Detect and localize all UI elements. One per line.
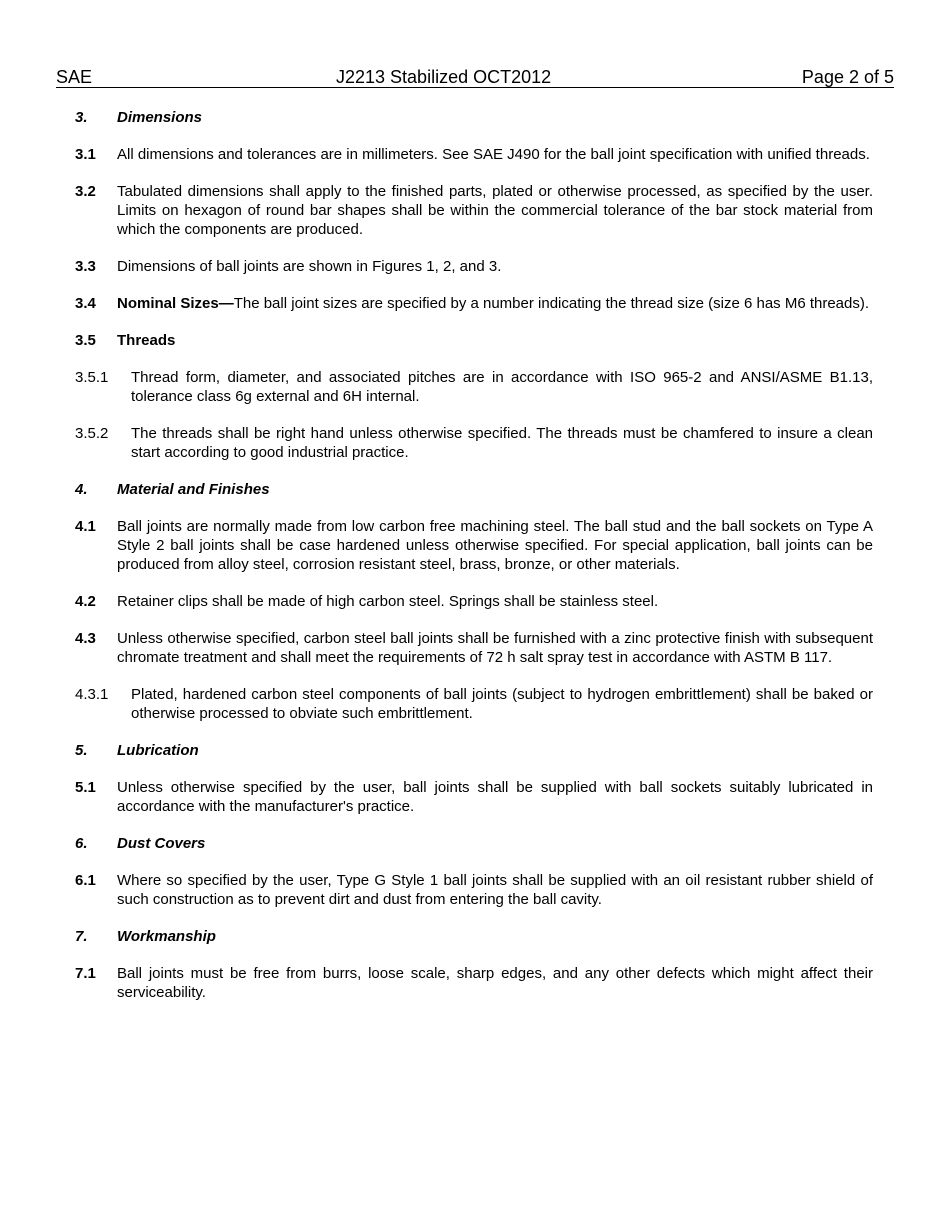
section-title: Dimensions (117, 109, 203, 126)
clause-text: All dimensions and tolerances are in millimeters. See SAE J490 for the ball joint specification with unified threads. (117, 146, 870, 163)
section-number: 3. (75, 109, 88, 126)
section-number: 7. (75, 928, 88, 945)
header-org: SAE (56, 67, 93, 87)
clause-number: 5.1 (75, 779, 96, 796)
clause-text: Ball joints are normally made from low carbon free machining steel. The ball stud and the ball sockets on Type A Style 2 ball joints shall be case hardened unless otherwise specified. For special application, ball joints can be produced from alloy steel, corrosion resistant steel, brass, bronze, or other materials. (117, 518, 873, 573)
section-number: 6. (75, 835, 88, 852)
clause-number: 4.3 (75, 630, 96, 647)
section-heading (75, 480, 873, 499)
section-heading (75, 927, 873, 946)
clause-number: 3.3 (75, 258, 96, 275)
section-heading (75, 108, 873, 127)
header-document-id: J2213 Stabilized OCT2012 (336, 67, 552, 87)
subclause-text: Plated, hardened carbon steel components of ball joints (subject to hydrogen embrittlement) shall be baked or otherwise processed to obviate such embrittlement. (131, 686, 873, 722)
clause-text: Unless otherwise specified by the user, ball joints shall be supplied with ball sockets suitably lubricated in accordance with the manufacturer's practice. (117, 779, 873, 815)
subclause-number: 4.3.1 (75, 686, 109, 703)
clause-number: 6.1 (75, 872, 96, 889)
clause-text: Tabulated dimensions shall apply to the finished parts, plated or otherwise processed, as specified by the user. Limits on hexagon of round bar shapes shall be within the commercial tolerance of the bar stock material from which the components are produced. (117, 183, 873, 238)
clause (75, 629, 873, 667)
section-number: 5. (75, 742, 88, 759)
clause (75, 182, 873, 239)
clause (75, 257, 873, 276)
subclause-text: The threads shall be right hand unless otherwise specified. The threads must be chamfered to insure a clean start according to good industrial practice. (131, 425, 873, 461)
clause (75, 592, 873, 611)
section-heading (75, 834, 873, 853)
section-heading (75, 741, 873, 760)
section-title: Dust Covers (117, 835, 206, 852)
header-page-number: Page 2 of 5 (801, 67, 894, 87)
clause-number: 3.5 (75, 332, 96, 349)
clause-text: Retainer clips shall be made of high carbon steel. Springs shall be stainless steel. (117, 593, 659, 610)
clause-text: Where so specified by the user, Type G Style 1 ball joints shall be supplied with an oil resistant rubber shield of such construction as to prevent dirt and dust from entering the ball cavity. (117, 872, 873, 908)
subclause (75, 368, 873, 406)
subsection-heading (75, 331, 873, 350)
clause-text: Ball joints must be free from burrs, loose scale, sharp edges, and any other defects which might affect their serviceability. (117, 965, 873, 1001)
clause (75, 145, 873, 164)
clause (75, 778, 873, 816)
clause (75, 871, 873, 909)
section-title: Material and Finishes (117, 481, 270, 498)
subclause (75, 685, 873, 723)
clause (75, 294, 873, 313)
section-title: Workmanship (117, 928, 216, 945)
clause-number: 7.1 (75, 965, 96, 982)
clause-number: 4.1 (75, 518, 96, 535)
section-number: 4. (75, 481, 88, 498)
clause-text: The ball joint sizes are specified by a number indicating the thread size (size 6 has M6 threads). (233, 295, 870, 312)
subclause-number: 3.5.2 (75, 425, 109, 442)
clause (75, 964, 873, 1002)
page-header (56, 67, 894, 88)
clause-number: 3.1 (75, 146, 96, 163)
clause-number: 3.2 (75, 183, 96, 200)
clause-text: Unless otherwise specified, carbon steel ball joints shall be furnished with a zinc protective finish with subsequent chromate treatment and shall meet the requirements of 72 h salt spray test in accordance with ASTM B 117. (117, 630, 873, 666)
clause-number: 4.2 (75, 593, 96, 610)
document-body (75, 108, 873, 1020)
subclause-text: Thread form, diameter, and associated pitches are in accordance with ISO 965-2 and ANSI/ASME B1.13, tolerance class 6g external and 6H internal. (131, 369, 873, 405)
subsection-title: Threads (117, 332, 176, 349)
clause (75, 517, 873, 574)
subclause (75, 424, 873, 462)
section-title: Lubrication (117, 742, 199, 759)
clause-lead-term: Nominal Sizes— (117, 295, 234, 312)
subclause-number: 3.5.1 (75, 369, 109, 386)
clause-text: Dimensions of ball joints are shown in Figures 1, 2, and 3. (117, 258, 502, 275)
clause-number: 3.4 (75, 295, 96, 312)
